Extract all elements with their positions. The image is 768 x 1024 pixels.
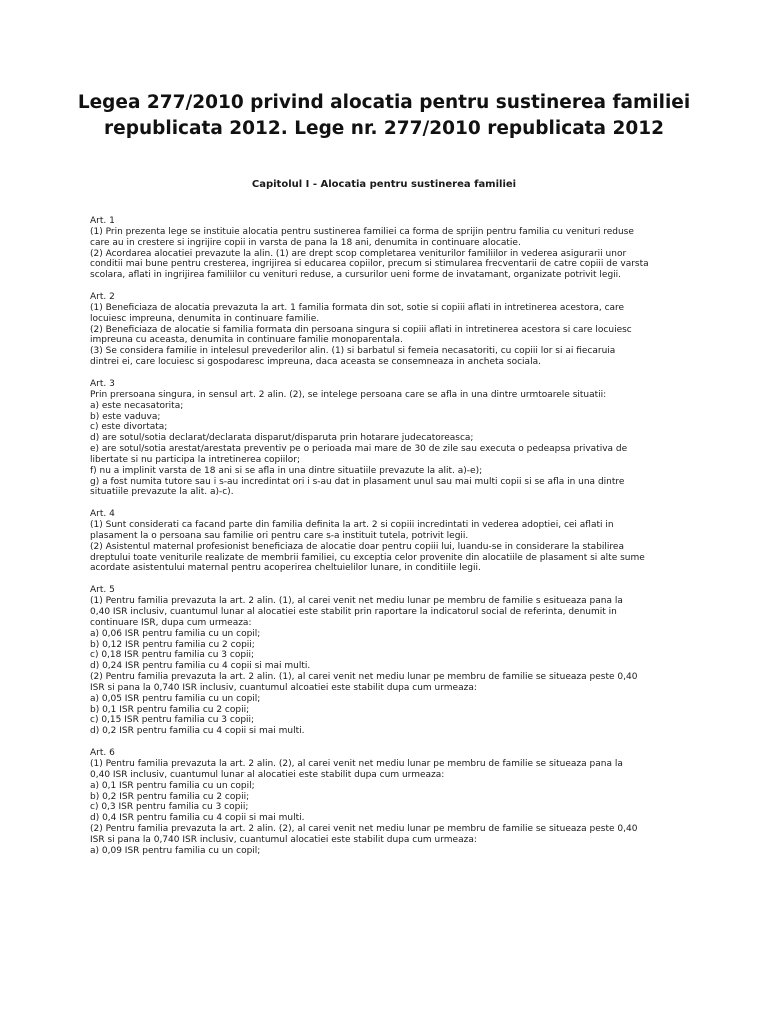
article-text-line: d) 0,24 ISR pentru familia cu 4 copii si mai multi. [90,661,311,672]
article-text-line: (2) Pentru familia prevazuta la art. 2 alin. (1), al carei venit net mediu lunar pe membru de familie se situeaza peste 0,40 [90,672,638,683]
article-text-line: a) 0,05 ISR pentru familia cu un copil; [90,693,261,704]
article-text-line: b) 0,12 ISR pentru familia cu 2 copii; [90,639,255,650]
document-title-line: republicata 2012. Lege nr. 277/2010 republicata 2012 [104,118,664,139]
article-text-line: care au in crestere si ingrijire copii in varsta de pana la 18 ani, denumita in continuare alocatie. [90,237,521,248]
article-text-line: b) este vaduva; [90,411,161,422]
article-text-line: (1) Prin prezenta lege se instituie alocatia pentru sustinerea familiei ca forma de sprijin pentru familia cu venituri reduse [90,226,634,237]
article-text-line: (2) Beneficiaza de alocatie si familia formata din persoana singura si copiii aflati in intretinerea acestora si care locuiesc [90,324,632,335]
article-title: Art. 1 [90,216,115,226]
article-text-line: dintrei ei, care locuiesc si gospodaresc impreuna, daca aceasta se consemneaza in ancheta sociala. [90,357,541,368]
article-text-line: acordate asistentului maternal pentru acoperirea cheltuielilor lunare, in conditiile legii. [90,563,481,574]
article-text-line: d) 0,2 ISR pentru familia cu 4 copii si mai multi. [90,726,305,737]
document-title-line: Legea 277/2010 privind alocatia pentru sustinerea familiei [77,92,691,113]
article-3 [90,379,690,498]
article-text-line: c) este divortata; [90,422,168,433]
article-title: Art. 5 [90,585,115,596]
article-text-line: b) 0,1 ISR pentru familia cu 2 copii; [90,704,250,715]
article-text-line: (2) Pentru familia prevazuta la art. 2 alin. (2), al carei venit net mediu lunar pe membru de familie se situeaza peste 0,40 [90,824,638,835]
article-text-line: impreuna cu aceasta, denumita in continuare familie monoparentala. [90,335,403,346]
article-title: Art. 4 [90,509,115,520]
article-text-line: a) 0,09 ISR pentru familia cu un copil; [90,845,261,856]
article-text-line: a) 0,1 ISR pentru familia cu un copil; [90,780,255,791]
article-6 [90,748,690,856]
article-text-line: situatiile prevazute la alit. a)-c). [90,487,234,498]
article-text-line: ISR si pana la 0,740 ISR inclusiv, cuantumul alocatiei este stabilit dupa cum urmeaza: [90,834,477,845]
article-text-line: a) 0,06 ISR pentru familia cu un copil; [90,628,261,639]
article-text-line: 0,40 ISR inclusiv, cuantumul lunar al alocatiei este stabilit dupa cum urmeaza: [90,769,445,780]
article-text-line: f) nu a implinit varsta de 18 ani si se afla in una dintre situatiile prevazute la alit. a)-e); [90,465,483,476]
article-text-line: (2) Acordarea alocatiei prevazute la alin. (1) are drept scop completarea veniturilor familiilor in vederea asigurarii unor [90,248,627,259]
article-text-line: (1) Pentru familia prevazuta la art. 2 alin. (2), al carei venit net mediu lunar pe membru de familie se situeaza pana la [90,758,623,769]
article-text-line: g) a fost numita tutore sau i s-au incredintat ori i s-au dat in plasament unul sau mai multi copii si se afla in una dintre [90,476,625,487]
article-2 [90,292,690,368]
article-text-line: (2) Asistentul maternal profesionist beneficiaza de alocatie doar pentru copiii lui, luandu-se in considerare la stabilirea [90,541,624,552]
article-text-line: continuare ISR, dupa cum urmeaza: [90,617,252,628]
article-text-line: c) 0,3 ISR pentru familia cu 3 copii; [90,802,249,813]
article-text-line: c) 0,15 ISR pentru familia cu 3 copii; [90,715,255,726]
chapter-heading: Capitolul I - Alocatia pentru sustinerea familiei [251,179,517,190]
article-text-line: d) are sotul/sotia declarat/declarata disparut/disparuta prin hotarare judecatoreasca; [90,433,474,444]
article-1 [90,216,690,281]
article-text-line: (3) Se considera familie in intelesul prevederilor alin. (1) si barbatul si femeia necasatoriti, cu copiii lor si ai fiecaruia [90,346,616,357]
article-text-line: plasament la o persoana sau familie ori pentru care s-a instituit tutela, potrivit legii. [90,530,469,541]
article-text-line: (1) Pentru familia prevazuta la art. 2 alin. (1), al carei venit net mediu lunar pe membru de familie s esitueaza pana la [90,596,623,607]
document-body [90,216,690,868]
article-text-line: a) este necasatorita; [90,400,184,411]
article-text-line: ISR si pana la 0,740 ISR inclusiv, cuantumul alcoatiei este stabilit dupa cum urmeaza: [90,682,477,693]
article-text-line: dreptului toate veniturile realizate de membrii familiei, cu exceptia celor provenite din alocatiile de plasament si alte sume [90,552,645,563]
article-4 [90,509,690,574]
article-text-line: d) 0,4 ISR pentru familia cu 4 copii si mai multi. [90,813,305,824]
article-text-line: (1) Sunt considerati ca facand parte din familia definita la art. 2 si copiii incredintati in vederea adoptiei, cei aflati in [90,520,614,531]
article-text-line: (1) Beneficiaza de alocatia prevazuta la art. 1 familia formata din sot, sotie si copiii aflati in intretinerea acestora, care [90,302,625,313]
article-text-line: scolara, aflati in ingrijirea familiilor cu venituri reduse, a cursurilor ueni forme de invatamant, organizate potrivit legii. [90,270,622,281]
article-text-line: Prin prersoana singura, in sensul art. 2 alin. (2), se intelege persoana care se afla in una dintre urmtoarele situatii: [90,389,607,400]
article-text-line: libertate si nu participa la intretinerea copiilor; [90,454,300,465]
article-title: Art. 6 [90,748,115,759]
article-text-line: e) are sotul/sotia arestat/arestata preventiv pe o perioada mai mare de 30 de zile sau executa o pedeapsa privativa de [90,444,628,455]
article-title: Art. 3 [90,378,115,389]
document-title [60,90,708,142]
article-text-line: 0,40 ISR inclusiv, cuantumul lunar al alocatiei este stabilit prin raportare la indicatorul social de referinta, denumit in [90,607,617,617]
article-text-line: c) 0,18 ISR pentru familia cu 3 copii; [90,650,255,661]
article-5 [90,585,690,737]
article-title: Art. 2 [90,292,115,303]
article-text-line: conditii mai bune pentru cresterea, ingrijirea si educarea copiilor, precum si stimularea frecventarii de catre copiii de varsta [90,259,649,270]
article-text-line: locuiesc impreuna, denumita in continuare familie. [90,313,320,324]
article-text-line: b) 0,2 ISR pentru familia cu 2 copii; [90,791,250,802]
